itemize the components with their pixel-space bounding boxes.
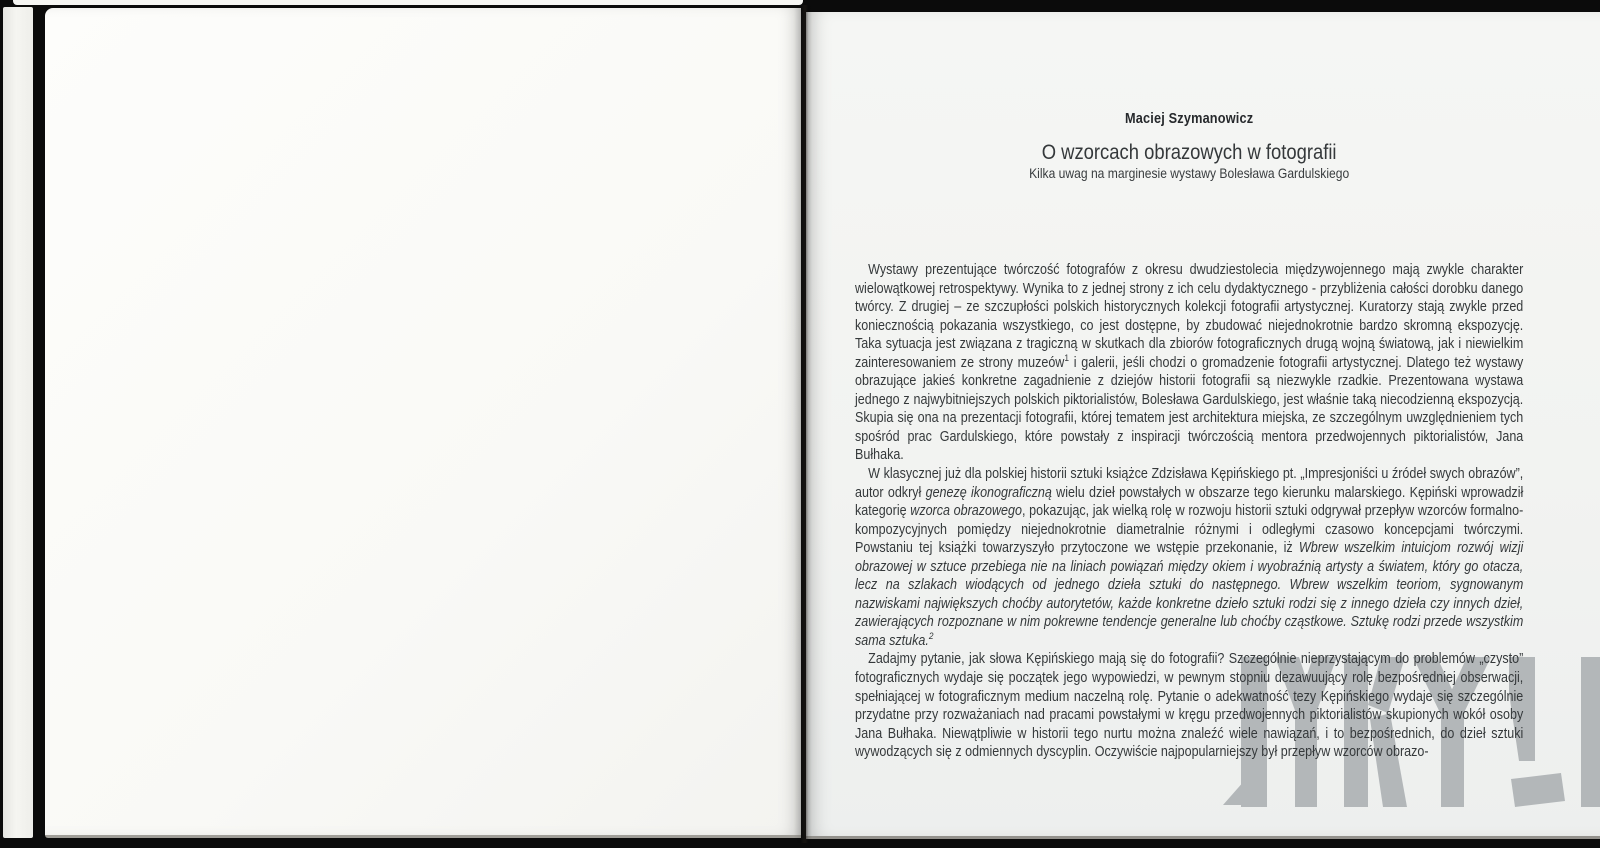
article xyxy=(855,110,1523,762)
top-page-edge xyxy=(13,0,803,5)
footnote-ref-1: 1 xyxy=(1064,352,1070,364)
term-geneza-ikonograficzna: genezę ikonograficzną xyxy=(925,484,1052,501)
paragraph-1 xyxy=(855,261,1523,465)
right-page xyxy=(806,12,1600,839)
article-body xyxy=(855,261,1523,762)
left-page-blank xyxy=(45,8,801,838)
paragraph-2-text: wielu dzieł powstałych w obszarze tego kierunku malarskiego. Kępiński wprowadził kategorię xyxy=(855,484,1524,520)
article-title: O wzorcach obrazowych w fotografii xyxy=(1041,141,1337,164)
kepinski-quote: Wbrew wszelkim intuicjom rozwój wizji obrazowej w sztuce przebiega nie na liniach powiązań między okiem i wyobraźnią artysty a światem, który go otacza, lecz na szlakach wiodących od jednego dzieła sztuki do następnego. Wbrew wszelkim teoriom, sygnowanym nazwiskami największych choćby autorytetów, każde konkretne dzieło sztuki rodzi się z innego dzieła czy innych dzieł, zawierających rozpoznane w nim pokrewne tendencje generalne lub choćby cząstkowe. Sztukę rodzi przede wszystkim sama sztuka. xyxy=(855,540,1524,649)
page-gutter xyxy=(794,5,812,843)
footnote-ref-2: 2 xyxy=(928,631,934,643)
author-name: Maciej Szymanowicz xyxy=(1125,111,1254,127)
article-subtitle: Kilka uwag na marginesie wystawy Bolesława Gardulskiego xyxy=(1029,166,1350,181)
paragraph-2-text: , pokazując, jak wielką rolę w rozwoju historii sztuki odgrywał przepływ wzorców formalno-kompozycyjnych pomiędzy niejednokrotnie diametralnie różnymi i odległymi czasowo koncepcjami twórczymi. Powstaniu tej książki towarzyszyło przytoczone we wstępie przekonanie, iż xyxy=(855,503,1524,557)
paragraph-1-text: Wystawy prezentujące twórczość fotografów z okresu dwudziestolecia międzywojennego mają zwykle charakter wielowątkowej retrospektywy. Wynika to z jednej strony z ich celu dydaktycznego - przybliżenia całości dorobku danego twórcy. Z drugiej – ze szczupłości polskich historycznych kolekcji fotografii artystycznej. Kuratorzy stają zwykle przed koniecznością pokazania wszystkiego, co jest dostępne, by zbudować niejednokrotnie bardzo skromną ekspozycję. Taka sytuacja jest związana z tragiczną w skutkach dla zbiorów fotograficznych drugą wojną światową, jak i niewielkim zainteresowaniem ze strony muzeów xyxy=(855,262,1524,371)
paragraph-2 xyxy=(855,465,1523,650)
term-wzorzec-obrazowy: wzorca obrazowego xyxy=(910,503,1022,520)
paragraph-1-text: i galerii, jeśli chodzi o gromadzenie fotografii artystycznej. Dlatego też wystawy obrazujące jakieś konkretne zagadnienie z dziejów historii fotografii są niezwykle rzadkie. Prezentowana wystawa jednego z najwybitniejszych polskich piktorialistów, Bolesława Gardulskiego, jest właśnie taką niecodzienną ekspozycją. Skupia się ona na prezentacji fotografii, której tematem jest architektura miejska, ze szczególnym uwzględnieniem tych spośród prac Gardulskiego, które powstały z inspiracji twórczością mentora przedwojennych piktorialistów, Jana Bułhaka. xyxy=(855,354,1524,464)
paragraph-2-text: W klasycznej już dla polskiej historii sztuki książce Zdzisława Kępińskiego pt. „Impresjoniści u źródeł swych obrazów”, autor odkrył xyxy=(855,466,1524,501)
paragraph-3 xyxy=(855,650,1523,761)
paragraph-3-text: Zadajmy pytanie, jak słowa Kępińskiego mają się do fotografii? Szczególnie nieprzystającym do problemów „czysto” fotograficznych wydaje się początek jego wypowiedzi, w pewnym stopniu dezawuujący rolę bezpośredniej obserwacji, spełniającej w fotograficznym medium naczelną rolę. Pytanie o adekwatność tezy Kępińskiego wydaje się szczególnie przydatne przy rozważaniach nad pracami powstałymi w kręgu przedwojennych piktorialistów skupionych wokół osoby Jana Bułhaka. Niewątpliwie w historii tego nurtu można znaleźć wiele nawiązań, i to bezpośrednich, do dzieł sztuki wywodzących się z odmiennych dyscyplin. Oczywiście najpopularniejszy był przepływ wzorców obrazo- xyxy=(855,651,1524,761)
page-edge-strip xyxy=(3,7,33,838)
